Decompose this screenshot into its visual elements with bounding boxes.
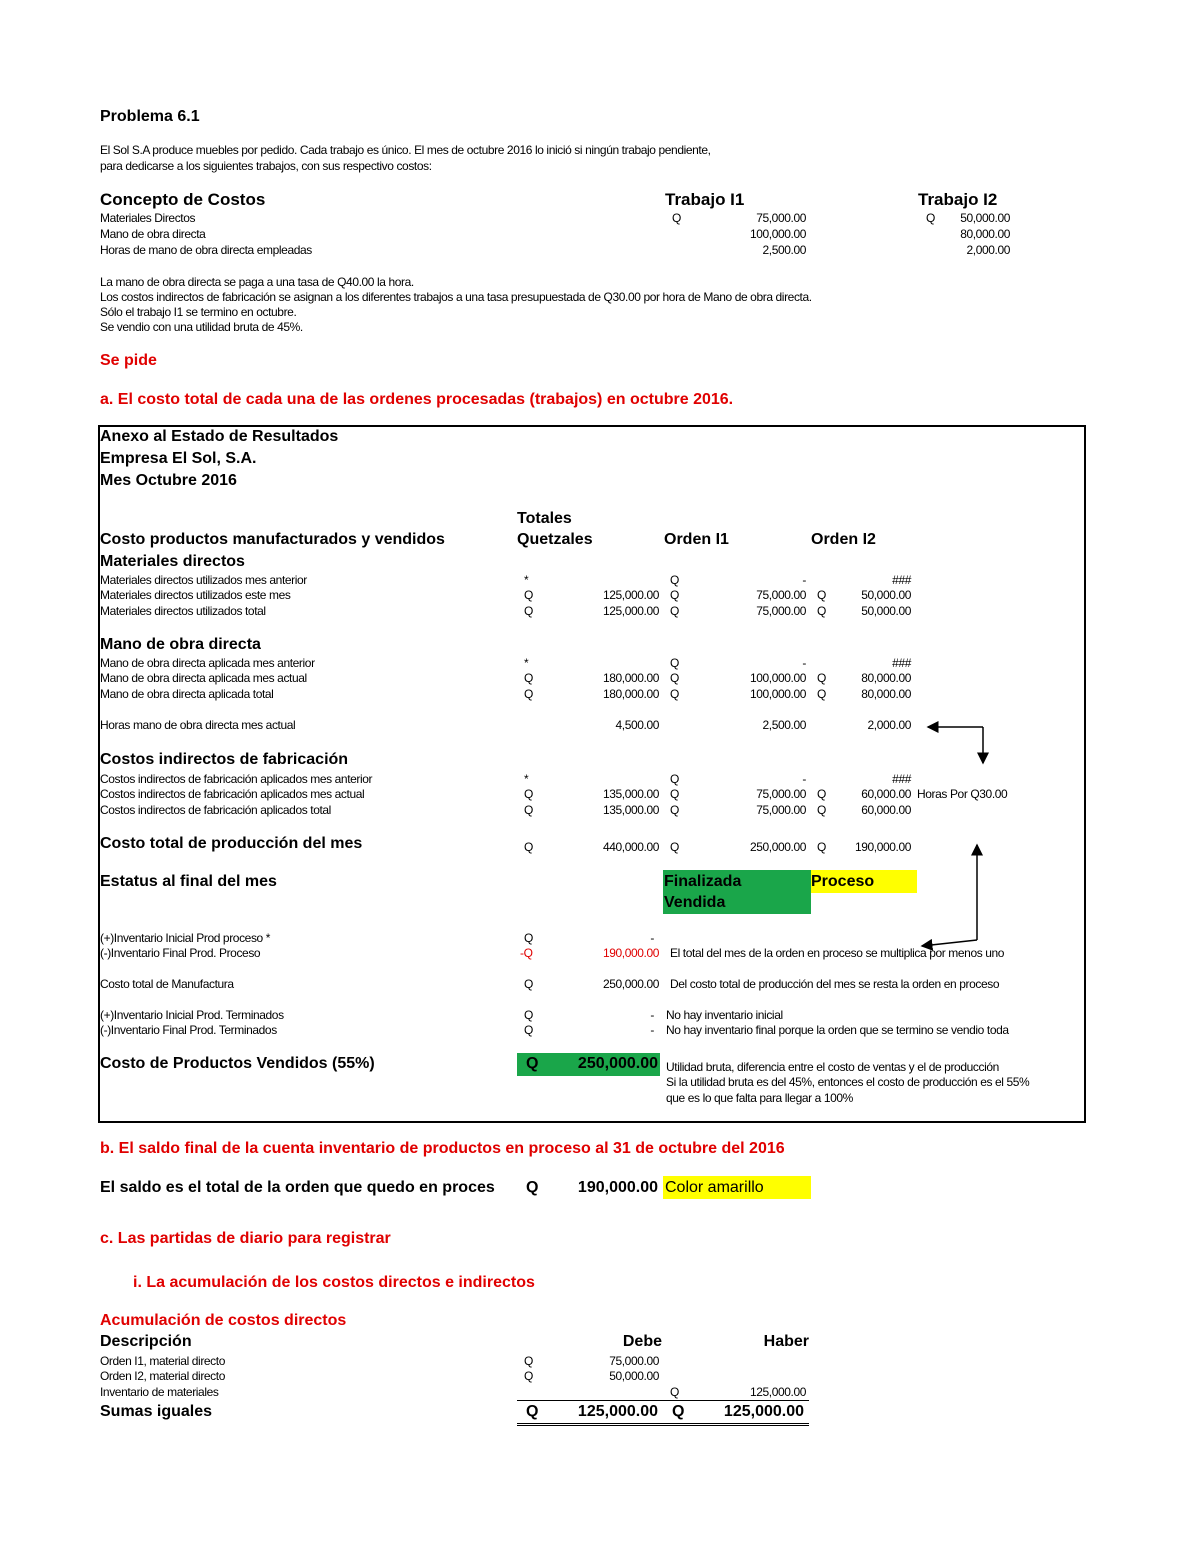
mat-rows-v1: 75,000.00 [756, 588, 806, 602]
inv-final-term-q: Q [524, 1023, 533, 1037]
question-c-i: i. La acumulación de los costos directos e indirectos [133, 1274, 535, 1291]
arrow-total-to-inventory [922, 845, 977, 946]
status-finalizada: Finalizada [664, 873, 742, 890]
inv-final-proceso-note: El total del mes de la orden en proceso se multiplica por menos uno [670, 946, 1005, 960]
cost-row-v2: 50,000.00 [960, 211, 1010, 225]
col-orden-i1: Orden I1 [664, 531, 729, 548]
costo-total-i1: 250,000.00 [749, 840, 806, 854]
cif-rows-v1: 75,000.00 [756, 787, 806, 801]
annex-title-1: Anexo al Estado de Resultados [100, 428, 339, 445]
mat-rows-vt: 125,000.00 [602, 604, 659, 618]
cost-row-v1: 2,500.00 [762, 243, 806, 257]
cif-rows-qt: * [524, 772, 529, 786]
cost-row-q1: Q [672, 211, 681, 225]
answer-b-value: 190,000.00 [577, 1179, 658, 1196]
cost-row-q2: Q [926, 211, 935, 225]
estatus-label: Estatus al final del mes [100, 873, 277, 890]
cif-rows-v2: 60,000.00 [861, 803, 911, 817]
cif-rows-v2: ### [892, 772, 911, 786]
arrow-horas-to-cif [928, 727, 983, 763]
cpv-note-3: que es lo que falta para llegar a 100% [666, 1091, 853, 1105]
mat-rows-v1: 75,000.00 [756, 604, 806, 618]
mano-rows-q2: Q [817, 687, 826, 701]
journal-row-debe: 75,000.00 [609, 1354, 659, 1368]
journal-sum-debe: 125,000.00 [577, 1403, 658, 1420]
intro-line-1: El Sol S.A produce muebles por pedido. Cada trabajo es único. El mes de octubre 2016 lo inició si ningún trabajo pendiente, [100, 143, 711, 157]
cpv-note-1: Utilidad bruta, diferencia entre el costo de ventas y el de producción [666, 1060, 999, 1074]
section-cif: Costos indirectos de fabricación [100, 751, 349, 768]
inv-inicial-term-q: Q [524, 1008, 533, 1022]
col-trabajo-i1: Trabajo I1 [665, 190, 745, 209]
mano-rows-label: Mano de obra directa aplicada mes anterior [100, 656, 315, 670]
col-totales: Totales [517, 510, 572, 527]
journal-title: Acumulación de costos directos [100, 1312, 347, 1329]
mat-rows-label: Materiales directos utilizados este mes [100, 588, 291, 602]
mano-rows-qt: Q [524, 687, 533, 701]
cpv-q: Q [526, 1055, 539, 1072]
inv-final-term-value: - [650, 1023, 654, 1037]
journal-row-qd: Q [524, 1354, 533, 1368]
cif-rows-vt: 135,000.00 [602, 803, 659, 817]
cif-rows-q1: Q [670, 803, 679, 817]
mano-rows-vt: 180,000.00 [602, 687, 659, 701]
journal-row-label: Orden I1, material directo [100, 1354, 225, 1368]
costo-total-i2: 190,000.00 [854, 840, 911, 854]
journal-col-descripcion: Descripción [100, 1333, 192, 1350]
journal-sum-topline [517, 1400, 809, 1401]
inv-final-proceso-q: -Q [520, 946, 533, 960]
mano-rows-vt: 180,000.00 [602, 671, 659, 685]
mano-rows-qt: Q [524, 671, 533, 685]
cost-row-label: Materiales Directos [100, 211, 196, 225]
col-quetzales: Quetzales [517, 531, 593, 548]
cost-row-v2: 2,000.00 [966, 243, 1010, 257]
costo-manufacturados-header: Costo productos manufacturados y vendidos [100, 531, 445, 548]
inv-final-proceso-value: 190,000.00 [602, 946, 659, 960]
journal-row-haber: 125,000.00 [749, 1385, 806, 1399]
journal-row-qh: Q [670, 1385, 679, 1399]
costo-total-q1: Q [670, 840, 679, 854]
mat-rows-v2: 50,000.00 [861, 604, 911, 618]
inv-inicial-term-value: - [650, 1008, 654, 1022]
se-pide-heading: Se pide [100, 352, 157, 369]
mat-rows-label: Materiales directos utilizados mes anterior [100, 573, 307, 587]
manufactura-label: Costo total de Manufactura [100, 977, 234, 991]
mat-rows-q1: Q [670, 588, 679, 602]
mano-rows-label: Mano de obra directa aplicada mes actual [100, 671, 307, 685]
horas-total: 4,500.00 [615, 718, 659, 732]
section-materiales: Materiales directos [100, 553, 245, 570]
horas-por-note: Horas Por Q30.00 [917, 787, 1008, 801]
note-line: Los costos indirectos de fabricación se asignan a los diferentes trabajos a una tasa presupuestada de Q30.00 por hora de Mano de obra directa. [100, 290, 812, 304]
section-mano-obra: Mano de obra directa [100, 636, 261, 653]
question-b: b. El saldo final de la cuenta inventario de productos en proceso al 31 de octubre del 2016 [100, 1140, 785, 1157]
inv-inicial-proceso-label: (+)Inventario Inicial Prod proceso * [100, 931, 271, 945]
inv-final-term-note: No hay inventario final porque la orden que se termino se vendio toda [666, 1023, 1009, 1037]
mat-rows-vt: 125,000.00 [602, 588, 659, 602]
journal-sum-qd: Q [526, 1403, 539, 1420]
journal-row-qd: Q [524, 1369, 533, 1383]
intro-line-2: para dedicarse a los siguientes trabajos, con sus respectivo costos: [100, 159, 432, 173]
horas-label: Horas mano de obra directa mes actual [100, 718, 296, 732]
journal-row-label: Orden I2, material directo [100, 1369, 225, 1383]
mano-rows-v2: 80,000.00 [861, 687, 911, 701]
mano-rows-label: Mano de obra directa aplicada total [100, 687, 274, 701]
journal-row-debe: 50,000.00 [609, 1369, 659, 1383]
cif-rows-qt: Q [524, 803, 533, 817]
cost-row-v2: 80,000.00 [960, 227, 1010, 241]
answer-b-label: El saldo es el total de la orden que quedo en proces [100, 1179, 495, 1196]
cif-rows-v1: 75,000.00 [756, 803, 806, 817]
question-c: c. Las partidas de diario para registrar [100, 1230, 391, 1247]
question-a: a. El costo total de cada una de las ordenes procesadas (trabajos) en octubre 2016. [100, 391, 734, 408]
costo-total-q2: Q [817, 840, 826, 854]
inv-final-proceso-label: (-)Inventario Final Prod. Proceso [100, 946, 261, 960]
note-line: Sólo el trabajo I1 se termino en octubre. [100, 305, 297, 319]
journal-sum-qh: Q [672, 1403, 685, 1420]
mano-rows-v1: 100,000.00 [749, 687, 806, 701]
cif-rows-label: Costos indirectos de fabricación aplicados mes anterior [100, 772, 373, 786]
horas-i2: 2,000.00 [867, 718, 911, 732]
annex-title-3: Mes Octubre 2016 [100, 472, 237, 489]
cif-rows-label: Costos indirectos de fabricación aplicados total [100, 803, 331, 817]
mano-rows-q2: Q [817, 671, 826, 685]
mano-rows-v1: 100,000.00 [749, 671, 806, 685]
cif-rows-q1: Q [670, 787, 679, 801]
cost-row-v1: 75,000.00 [756, 211, 806, 225]
inv-inicial-proceso-value: - [650, 931, 654, 945]
status-vendida: Vendida [664, 894, 726, 911]
mat-rows-q1: Q [670, 573, 679, 587]
mat-rows-v2: ### [892, 573, 911, 587]
mat-rows-label: Materiales directos utilizados total [100, 604, 266, 618]
cif-rows-vt: 135,000.00 [602, 787, 659, 801]
mat-rows-qt: Q [524, 588, 533, 602]
mano-rows-v1: - [802, 656, 806, 670]
journal-sum-double-underline [517, 1423, 809, 1426]
cif-rows-q2: Q [817, 803, 826, 817]
cif-rows-v2: 60,000.00 [861, 787, 911, 801]
mano-rows-q1: Q [670, 671, 679, 685]
journal-sum-haber: 125,000.00 [723, 1403, 804, 1420]
inv-inicial-term-label: (+)Inventario Inicial Prod. Terminados [100, 1008, 284, 1022]
costo-total-q: Q [524, 840, 533, 854]
mano-rows-q1: Q [670, 687, 679, 701]
col-orden-i2: Orden I2 [811, 531, 876, 548]
answer-b-note: Color amarillo [665, 1179, 764, 1196]
journal-row-label: Inventario de materiales [100, 1385, 219, 1399]
cost-row-v1: 100,000.00 [749, 227, 806, 241]
mano-rows-q1: Q [670, 656, 679, 670]
mat-rows-v2: 50,000.00 [861, 588, 911, 602]
costo-total-label: Costo total de producción del mes [100, 835, 363, 852]
status-proceso: Proceso [811, 873, 875, 890]
cost-row-label: Horas de mano de obra directa empleadas [100, 243, 312, 257]
note-line: Se vendio con una utilidad bruta de 45%. [100, 320, 303, 334]
mat-rows-qt: Q [524, 604, 533, 618]
col-concepto: Concepto de Costos [100, 190, 266, 209]
manufactura-q: Q [524, 977, 533, 991]
col-trabajo-i2: Trabajo I2 [918, 190, 998, 209]
mat-rows-qt: * [524, 573, 529, 587]
answer-b-q: Q [526, 1179, 539, 1196]
cost-row-label: Mano de obra directa [100, 227, 206, 241]
journal-col-debe: Debe [622, 1333, 662, 1350]
inv-final-term-label: (-)Inventario Final Prod. Terminados [100, 1023, 277, 1037]
mat-rows-q2: Q [817, 604, 826, 618]
mat-rows-q1: Q [670, 604, 679, 618]
cpv-label: Costo de Productos Vendidos (55%) [100, 1055, 375, 1072]
inv-inicial-proceso-q: Q [524, 931, 533, 945]
cif-rows-q2: Q [817, 787, 826, 801]
cif-rows-v1: - [802, 772, 806, 786]
journal-col-haber: Haber [763, 1333, 809, 1350]
cpv-value: 250,000.00 [577, 1055, 658, 1072]
problem-title: Problema 6.1 [100, 108, 200, 125]
horas-i1: 2,500.00 [762, 718, 806, 732]
costo-total-value: 440,000.00 [602, 840, 659, 854]
mano-rows-v2: 80,000.00 [861, 671, 911, 685]
manufactura-note: Del costo total de producción del mes se resta la orden en proceso [670, 977, 1000, 991]
cif-rows-q1: Q [670, 772, 679, 786]
mat-rows-v1: - [802, 573, 806, 587]
annex-title-2: Empresa El Sol, S.A. [100, 450, 257, 467]
mano-rows-qt: * [524, 656, 529, 670]
cpv-note-2: Si la utilidad bruta es del 45%, entonces el costo de producción es el 55% [666, 1075, 1030, 1089]
mano-rows-v2: ### [892, 656, 911, 670]
manufactura-value: 250,000.00 [602, 977, 659, 991]
cif-rows-qt: Q [524, 787, 533, 801]
mat-rows-q2: Q [817, 588, 826, 602]
note-line: La mano de obra directa se paga a una tasa de Q40.00 la hora. [100, 275, 414, 289]
journal-sum-label: Sumas iguales [100, 1403, 213, 1420]
cif-rows-label: Costos indirectos de fabricación aplicados mes actual [100, 787, 365, 801]
inv-inicial-term-note: No hay inventario inicial [666, 1008, 783, 1022]
